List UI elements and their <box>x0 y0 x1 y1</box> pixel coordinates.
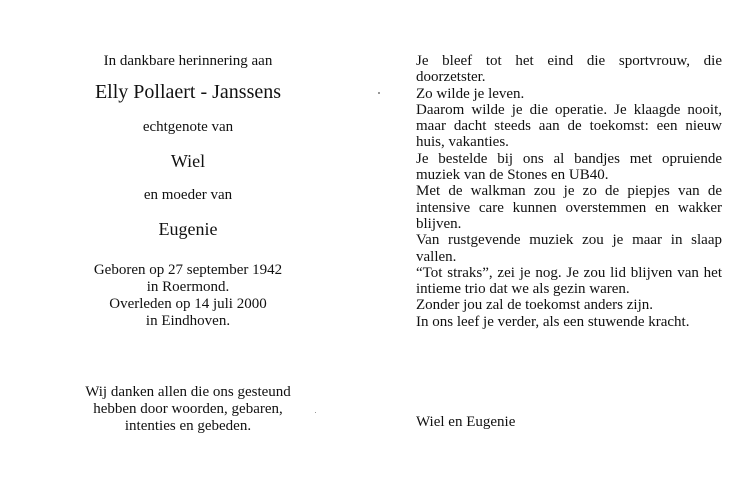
thanks-text <box>38 384 338 435</box>
left-panel <box>38 52 338 330</box>
poem-paragraph: Zo wilde je leven. <box>416 85 525 102</box>
thanks-line: hebben door woorden, gebaren, <box>93 401 283 417</box>
poem-paragraph: Van rustgevende muziek zou je maar in slaap vallen. <box>416 232 722 265</box>
spouse-label: echtgenote van <box>142 119 234 135</box>
life-dates <box>38 262 338 330</box>
spouse-name: Wiel <box>170 151 206 171</box>
birth-place: in Roermond. <box>146 279 230 295</box>
death-place: in Eindhoven. <box>145 313 231 329</box>
thanks-line: intenties en gebeden. <box>124 418 252 434</box>
intro-text: In dankbare herinnering aan <box>103 53 273 69</box>
print-speck <box>378 92 380 94</box>
child-name: Eugenie <box>158 219 218 239</box>
poem-paragraph: In ons leef je verder, als een stuwende kracht. <box>416 313 690 330</box>
poem-paragraph: Je bleef tot het eind die sportvrouw, die doorzetster. <box>416 53 722 86</box>
death-line: Overleden op 14 juli 2000 <box>109 296 267 312</box>
signoff: Wiel en Eugenie <box>416 414 516 430</box>
child-label: en moeder van <box>143 187 233 203</box>
right-panel <box>416 53 722 330</box>
poem-paragraph: “Tot straks”, zei je nog. Je zou lid blijven van het intieme trio dat we als gezin waren. <box>416 264 722 298</box>
birth-line: Geboren op 27 september 1942 <box>93 262 283 278</box>
deceased-name: Elly Pollaert - Janssens <box>94 81 282 103</box>
poem-paragraph: Zonder jou zal de toekomst anders zijn. <box>416 297 654 314</box>
poem-paragraph: Je bestelde bij ons al bandjes met opruiende muziek van de Stones en UB40. <box>416 150 722 184</box>
poem-paragraph: Daarom wilde je die operatie. Je klaagde nooit, maar dacht steeds aan de toekomst: een nieuw huis, vakanties. <box>416 101 722 151</box>
poem-paragraph: Met de walkman zou je zo de piepjes van de intensive care kunnen overstemmen en wakker blijven. <box>416 183 722 232</box>
print-speck <box>315 412 316 413</box>
thanks-line: Wij danken allen die ons gesteund <box>85 384 291 400</box>
